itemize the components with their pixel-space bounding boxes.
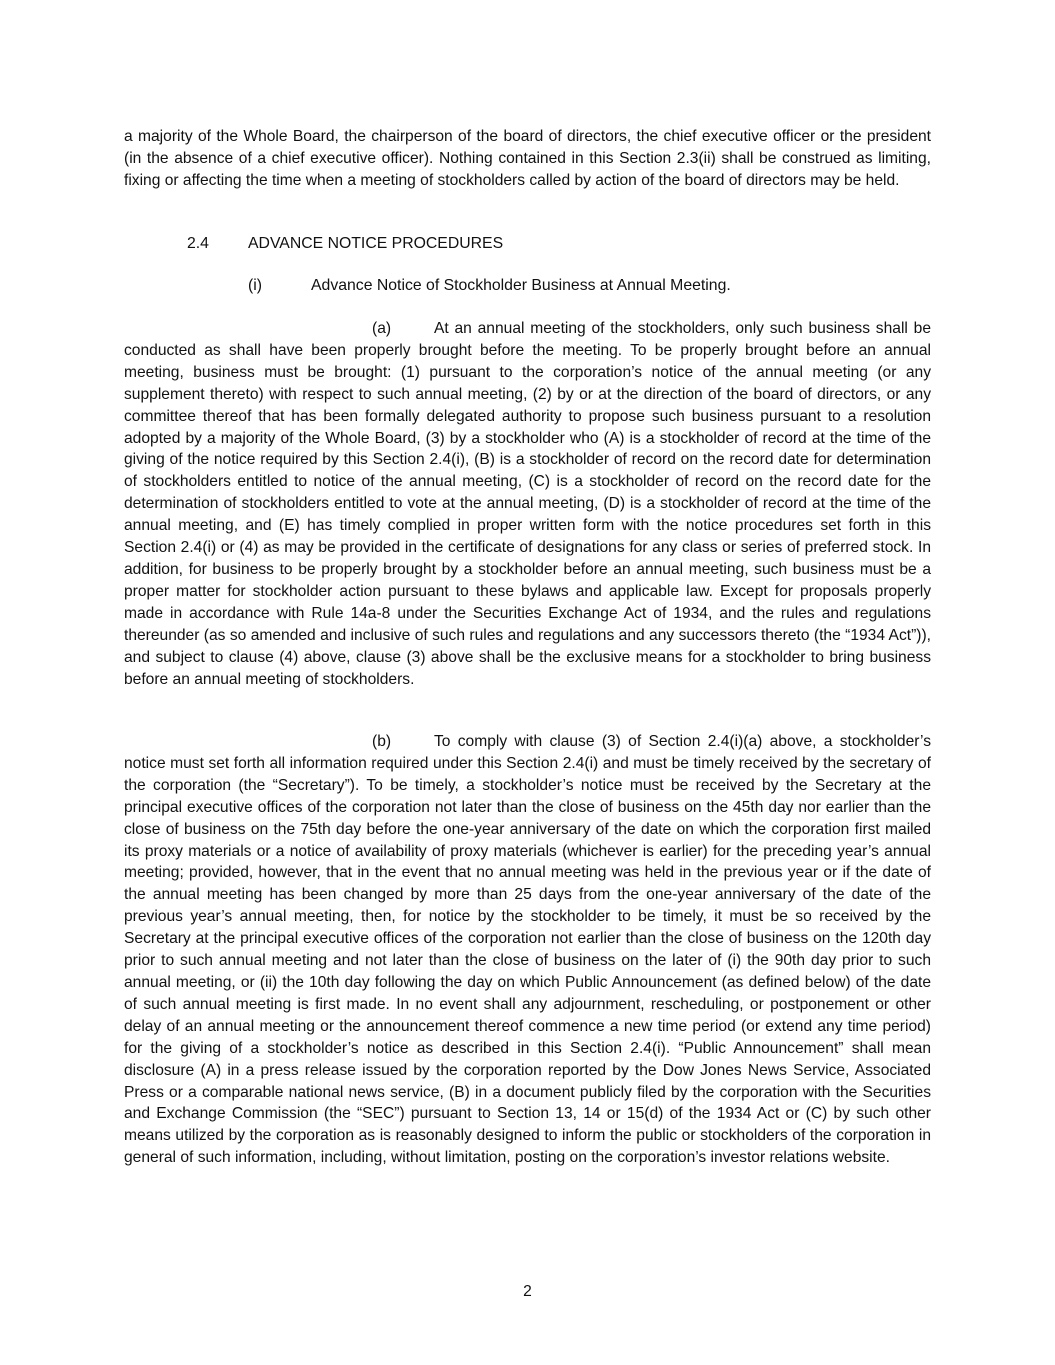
continued-paragraph: a majority of the Whole Board, the chairperson of the board of directors, the chief executive officer or the president (in the absence of a chief executive officer). Nothing contained in this Section 2.3(ii) shall be construed as limiting, fixing or affecting the time when a meeting of stockholders called by action of the board of directors may be held. [124, 128, 931, 189]
paragraph-a [124, 318, 931, 690]
paragraph-b [124, 731, 931, 1169]
paragraph-b-text: To comply with clause (3) of Section 2.4(i)(a) above, a stockholder’s notice must set forth all information required under this Section 2.4(i) and must be timely received by the secretary of the corporation (the “Secretary”). To be timely, a stockholder’s notice must be received by the Secretary at the principal executive offices of the corporation not later than the close of business on the 45th day nor earlier than the close of business on the 75th day before the one-year anniversary of the date on which the corporation first mailed its proxy materials or a notice of availability of proxy materials (whichever is earlier) for the preceding year’s annual meeting; provided, however, that in the event that no annual meeting was held in the previous year or if the date of the annual meeting has been changed by more than 25 days from the one-year anniversary of the date of the previous year’s annual meeting, then, for notice by the stockholder to be timely, it must be so received by the Secretary at the principal executive offices of the corporation not earlier than the close of business on the 120th day prior to such annual meeting and not later than the close of business on the later of (i) the 90th day prior to such annual meeting, or (ii) the 10th day following the day on which Public Announcement (as defined below) of the date of such annual meeting is first made. In no event shall any adjournment, rescheduling, or postponement or other delay of an annual meeting or the announcement thereof commence a new time period (or extend any time period) for the giving of a stockholder’s notice as described in this Section 2.4(i). “Public Announcement” shall mean disclosure (A) in a press release issued by the corporation reported by the Dow Jones News Service, Associated Press or a comparable national news service, (B) in a document publicly filed by the corporation with the Securities and Exchange Commission (the “SEC”) pursuant to Section 13, 14 or 15(d) of the 1934 Act or (C) by such other means utilized by the corporation as is reasonably designed to inform the public or stockholders of the corporation in general of such information, including, without limitation, posting on the corporation’s investor relations website. [124, 733, 931, 1167]
section-title: ADVANCE NOTICE PROCEDURES [248, 235, 504, 252]
paragraph-a-text: At an annual meeting of the stockholders, only such business shall be conducted as shall have been properly brought before the meeting. To be properly brought before an annual meeting, business must be brought: (1) pursuant to the corporation’s notice of the annual meeting (or any supplement thereto) with respect to such annual meeting, (2) by or at the direction of the board of directors, or any committee thereof that has been formally delegated authority to propose such business pursuant to a resolution adopted by a majority of the Whole Board, (3) by a stockholder who (A) is a stockholder of record at the time of the giving of the notice required by this Section 2.4(i), (B) is a stockholder of record on the record date for determination of stockholders entitled to notice of the annual meeting, (C) is a stockholder of record on the record date for the determination of stockholders entitled to vote at the annual meeting, (D) is a stockholder of record at the time of the annual meeting, and (E) has timely complied in proper written form with the notice procedures set forth in this Section 2.4(i) or (4) as may be provided in the certificate of designations for any class or series of preferred stock. In addition, for business to be properly brought by a stockholder before an annual meeting, such business must be a proper matter for stockholder action pursuant to these bylaws and applicable law. Except for proposals properly made in accordance with Rule 14a-8 under the Securities Exchange Act of 1934, and the rules and regulations thereunder (as so amended and inclusive of such rules and regulations and any successors thereto (the “1934 Act”)), and subject to clause (4) above, clause (3) above shall be the exclusive means for a stockholder to bring business before an annual meeting of stockholders. [124, 320, 931, 688]
paragraph-a-number: (a) [372, 320, 392, 337]
subsection-number: (i) [248, 277, 263, 294]
section-number: 2.4 [187, 235, 209, 252]
subsection-heading [248, 276, 731, 296]
page-number: 2 [523, 1283, 532, 1300]
section-heading [187, 234, 503, 254]
paragraph-b-number: (b) [372, 733, 392, 750]
subsection-title: Advance Notice of Stockholder Business at Annual Meeting. [311, 277, 731, 294]
